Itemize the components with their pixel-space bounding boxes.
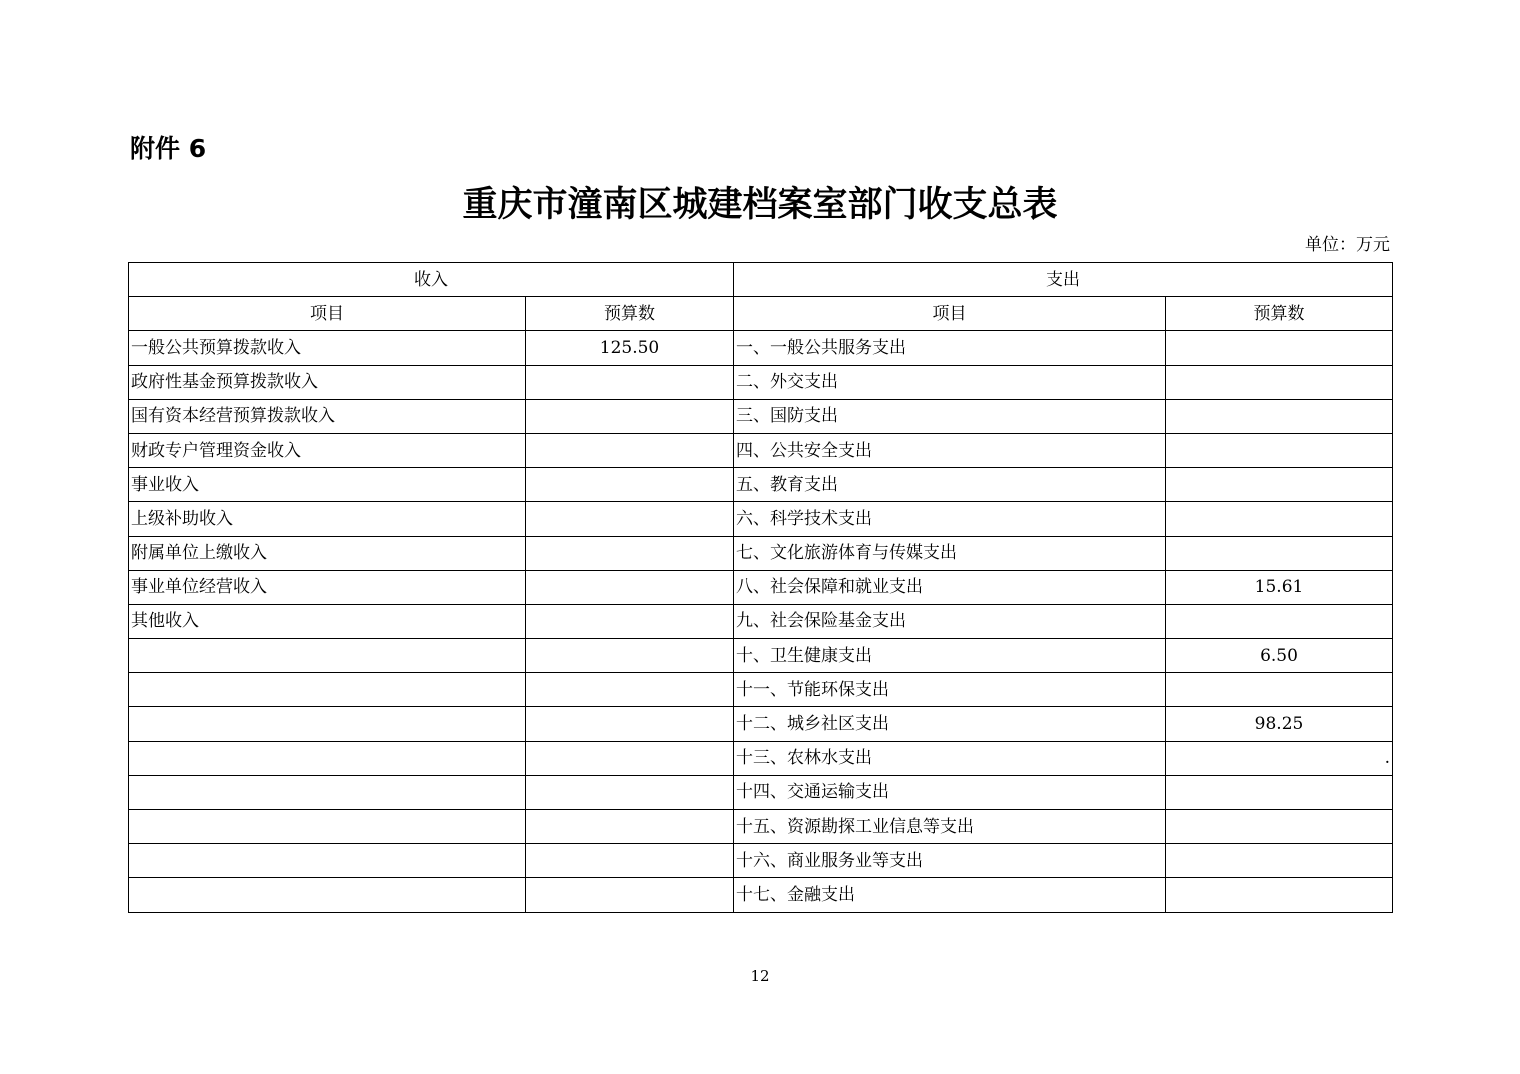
- income-item-cell: [129, 639, 526, 673]
- income-item-cell: [129, 878, 526, 912]
- income-amount-cell: 125.50: [526, 331, 734, 365]
- income-item-cell: [129, 775, 526, 809]
- income-amount-cell: [526, 399, 734, 433]
- expense-item-cell: 二、外交支出: [734, 365, 1166, 399]
- page-number: 12: [750, 967, 770, 985]
- page-title: 重庆市潼南区城建档案室部门收支总表: [462, 184, 1058, 225]
- income-item-cell: [129, 673, 526, 707]
- table-row: [129, 707, 1393, 741]
- expense-amount-cell: 6.50: [1166, 639, 1393, 673]
- expense-item-cell: 十一、节能环保支出: [734, 673, 1166, 707]
- table-row: [129, 570, 1393, 604]
- table-row: [129, 810, 1393, 844]
- expense-amount-cell: [1166, 604, 1393, 638]
- expense-item-cell: 七、文化旅游体育与传媒支出: [734, 536, 1166, 570]
- income-header: 收入: [129, 263, 734, 297]
- income-amount-cell: [526, 707, 734, 741]
- expense-amount-cell: [1166, 536, 1393, 570]
- table-row: [129, 844, 1393, 878]
- table-row: [129, 741, 1393, 775]
- expense-item-cell: 三、国防支出: [734, 399, 1166, 433]
- income-amount-cell: [526, 365, 734, 399]
- expense-header: 支出: [734, 263, 1393, 297]
- income-item-cell: 事业单位经营收入: [129, 570, 526, 604]
- table-row: [129, 433, 1393, 467]
- expense-item-cell: 五、教育支出: [734, 468, 1166, 502]
- expense-item-cell: 八、社会保障和就业支出: [734, 570, 1166, 604]
- expense-amount-cell: [1166, 878, 1393, 912]
- table-row: [129, 604, 1393, 638]
- expense-item-cell: 十六、商业服务业等支出: [734, 844, 1166, 878]
- table-row: [129, 468, 1393, 502]
- unit-label: 单位：万元: [1305, 235, 1390, 255]
- income-item-cell: 其他收入: [129, 604, 526, 638]
- expense-item-header: 项目: [734, 297, 1166, 331]
- expense-item-cell: 十七、金融支出: [734, 878, 1166, 912]
- expense-item-cell: 十四、交通运输支出: [734, 775, 1166, 809]
- expense-amount-cell: [1166, 468, 1393, 502]
- expense-amount-cell: [1166, 331, 1393, 365]
- expense-amount-cell: [1166, 365, 1393, 399]
- income-amount-cell: [526, 673, 734, 707]
- income-item-cell: 政府性基金预算拨款收入: [129, 365, 526, 399]
- table-row: [129, 878, 1393, 912]
- expense-item-cell: 十、卫生健康支出: [734, 639, 1166, 673]
- income-item-cell: [129, 707, 526, 741]
- table-row: [129, 331, 1393, 365]
- expense-item-cell: 十二、城乡社区支出: [734, 707, 1166, 741]
- table-row: [129, 536, 1393, 570]
- income-amount-cell: [526, 741, 734, 775]
- expense-item-cell: 九、社会保险基金支出: [734, 604, 1166, 638]
- expense-item-cell: 十五、资源勘探工业信息等支出: [734, 810, 1166, 844]
- income-amount-cell: [526, 810, 734, 844]
- budget-table: [128, 262, 1393, 913]
- income-item-cell: 国有资本经营预算拨款收入: [129, 399, 526, 433]
- income-amount-cell: [526, 468, 734, 502]
- income-amount-cell: [526, 570, 734, 604]
- income-item-cell: [129, 844, 526, 878]
- income-item-cell: 一般公共预算拨款收入: [129, 331, 526, 365]
- expense-amount-cell: 98.25: [1166, 707, 1393, 741]
- expense-amount-cell: [1166, 433, 1393, 467]
- income-amount-cell: [526, 844, 734, 878]
- table-row: [129, 673, 1393, 707]
- expense-amount-cell: .: [1166, 741, 1393, 775]
- income-item-header: 项目: [129, 297, 526, 331]
- income-amount-cell: [526, 639, 734, 673]
- income-amount-header: 预算数: [526, 297, 734, 331]
- income-item-cell: 附属单位上缴收入: [129, 536, 526, 570]
- income-amount-cell: [526, 878, 734, 912]
- expense-item-cell: 六、科学技术支出: [734, 502, 1166, 536]
- income-amount-cell: [526, 433, 734, 467]
- income-amount-cell: [526, 604, 734, 638]
- expense-amount-cell: 15.61: [1166, 570, 1393, 604]
- table-row: [129, 365, 1393, 399]
- expense-amount-header: 预算数: [1166, 297, 1393, 331]
- table-row: [129, 502, 1393, 536]
- income-item-cell: [129, 741, 526, 775]
- income-amount-cell: [526, 536, 734, 570]
- table-header-row-columns: [129, 297, 1393, 331]
- expense-item-cell: 一、一般公共服务支出: [734, 331, 1166, 365]
- income-item-cell: 上级补助收入: [129, 502, 526, 536]
- expense-amount-cell: [1166, 775, 1393, 809]
- expense-amount-cell: [1166, 673, 1393, 707]
- income-amount-cell: [526, 502, 734, 536]
- table-header-row-group: [129, 263, 1393, 297]
- income-amount-cell: [526, 775, 734, 809]
- expense-amount-cell: [1166, 399, 1393, 433]
- table-row: [129, 775, 1393, 809]
- expense-item-cell: 四、公共安全支出: [734, 433, 1166, 467]
- table-row: [129, 639, 1393, 673]
- expense-amount-cell: [1166, 810, 1393, 844]
- expense-item-cell: 十三、农林水支出: [734, 741, 1166, 775]
- expense-amount-cell: [1166, 844, 1393, 878]
- attachment-label: 附件 6: [130, 134, 207, 163]
- table-row: [129, 399, 1393, 433]
- expense-amount-cell: [1166, 502, 1393, 536]
- income-item-cell: 财政专户管理资金收入: [129, 433, 526, 467]
- income-item-cell: [129, 810, 526, 844]
- income-item-cell: 事业收入: [129, 468, 526, 502]
